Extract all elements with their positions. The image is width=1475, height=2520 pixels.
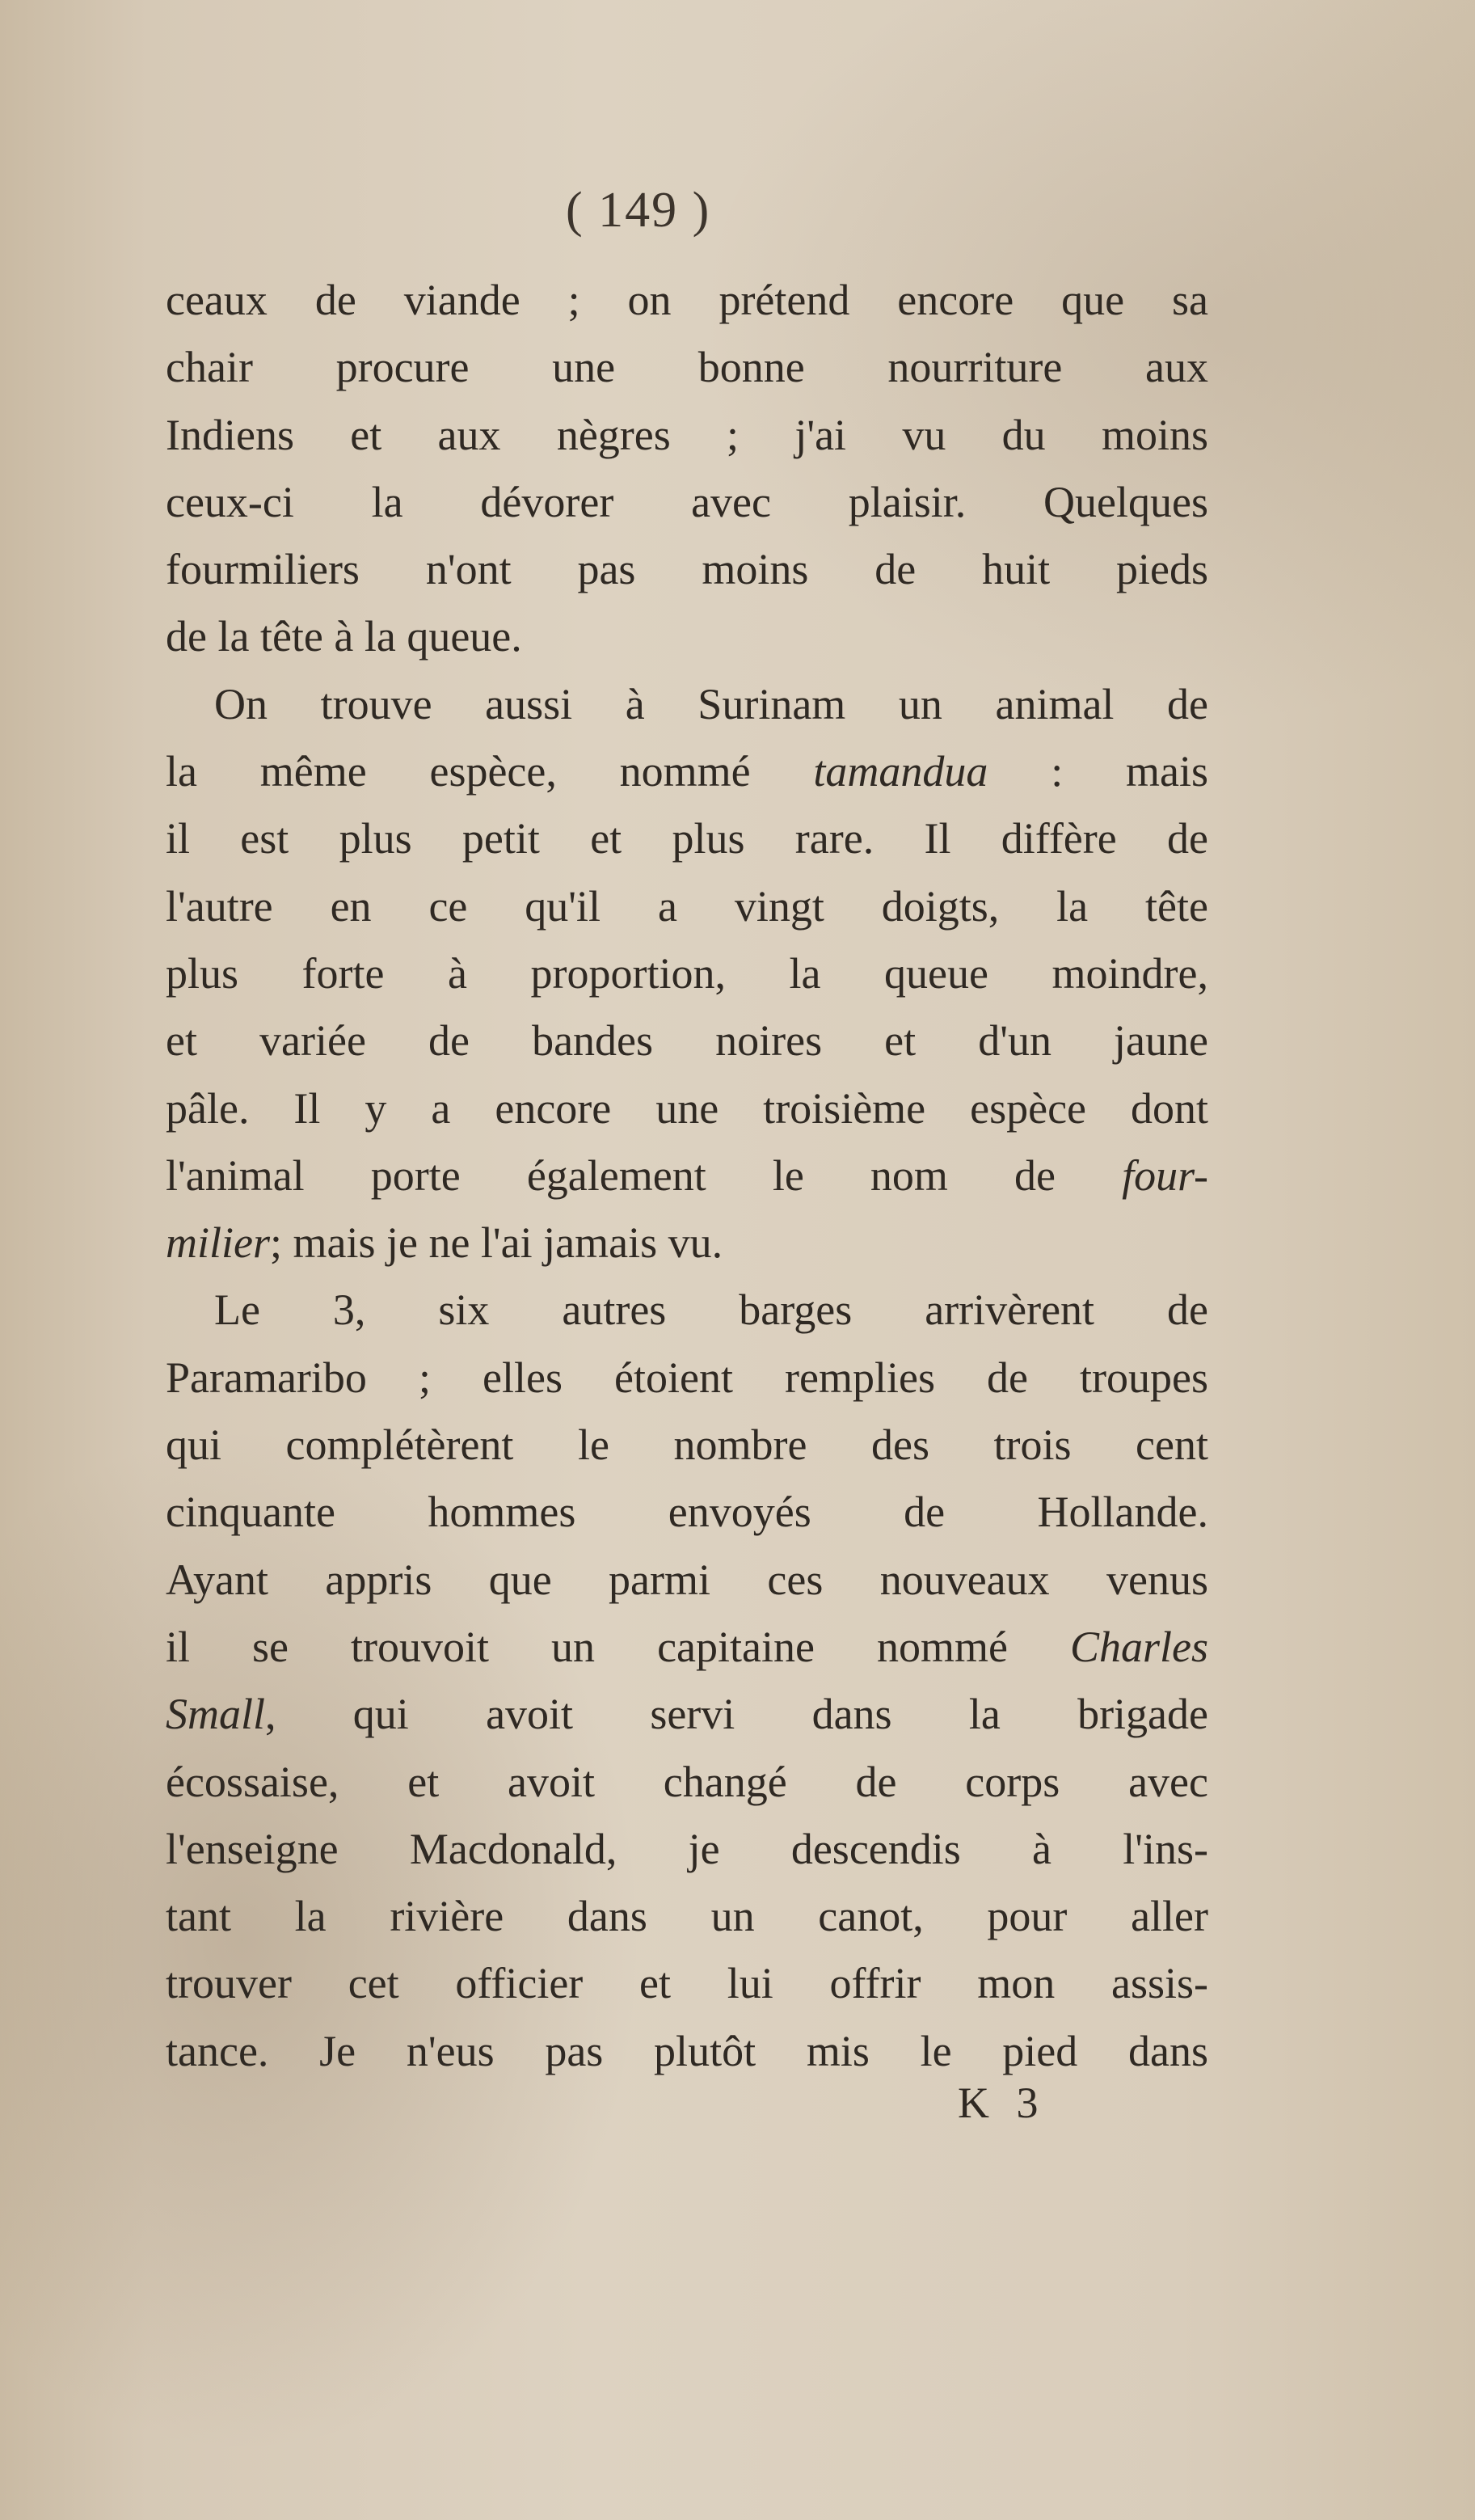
text-line bbox=[166, 1277, 1208, 1344]
text-line bbox=[166, 940, 1208, 1007]
italic-term: milier bbox=[166, 1218, 270, 1268]
italic-term: Charles bbox=[1069, 1622, 1208, 1671]
text-line bbox=[166, 1816, 1208, 1883]
text-line bbox=[166, 1749, 1208, 1816]
page-number: ( 149 ) bbox=[566, 183, 711, 238]
text-line bbox=[166, 469, 1208, 536]
line-text: On trouve aussi à Surinam un animal de bbox=[214, 679, 1208, 728]
line-text: plus forte à proportion, la queue moindre, bbox=[166, 948, 1208, 998]
line-text: ceaux de viande ; on prétend encore que sa bbox=[166, 276, 1208, 324]
line-text: : mais bbox=[988, 747, 1208, 796]
line-text: écossaise, et avoit changé de corps avec bbox=[166, 1757, 1208, 1806]
text-line bbox=[166, 671, 1208, 738]
line-text: fourmiliers n'ont pas moins de huit pieds bbox=[166, 545, 1208, 594]
text-line bbox=[166, 536, 1208, 603]
italic-term: tamandua bbox=[813, 747, 988, 796]
text-line bbox=[166, 1344, 1208, 1412]
line-text: de la tête à la queue. bbox=[166, 612, 522, 661]
line-text: trouver cet officier et lui offrir mon assis- bbox=[166, 1959, 1208, 2008]
text-line bbox=[166, 1075, 1208, 1142]
line-text: Ayant appris que parmi ces nouveaux venus bbox=[166, 1555, 1208, 1604]
text-line bbox=[166, 1950, 1208, 2017]
line-text: pâle. Il y a encore une troisième espèce dont bbox=[166, 1083, 1208, 1133]
line-text: la même espèce, nommé bbox=[166, 747, 814, 796]
line-text: l'enseigne Macdonald, je descendis à l'ins- bbox=[166, 1824, 1208, 1873]
text-line bbox=[166, 1614, 1208, 1681]
text-line bbox=[166, 1681, 1208, 1748]
text-line bbox=[166, 1883, 1208, 1950]
line-text: il est plus petit et plus rare. Il diffère de bbox=[166, 814, 1208, 863]
text-line bbox=[166, 805, 1208, 872]
line-text: Paramaribo ; elles étoient remplies de troupes bbox=[166, 1353, 1208, 1402]
text-line bbox=[166, 1007, 1208, 1074]
line-text: tance. Je n'eus pas plutôt mis le pied dans bbox=[166, 2026, 1208, 2075]
text-line bbox=[166, 603, 1208, 670]
line-text: tant la rivière dans un canot, pour aller bbox=[166, 1892, 1208, 1941]
text-line bbox=[166, 1479, 1208, 1546]
text-line bbox=[166, 873, 1208, 940]
italic-term: Small bbox=[166, 1690, 266, 1739]
line-text: et variée de bandes noires et d'un jaune bbox=[166, 1016, 1208, 1066]
text-line bbox=[166, 1209, 1208, 1277]
text-line bbox=[166, 1412, 1208, 1479]
line-text: ; mais je ne l'ai jamais vu. bbox=[270, 1218, 723, 1268]
line-text: ceux-ci la dévorer avec plaisir. Quelques bbox=[166, 477, 1208, 526]
line-text: il se trouvoit un capitaine nommé bbox=[166, 1622, 1070, 1671]
body-text bbox=[166, 267, 1208, 2085]
text-line bbox=[166, 1142, 1208, 1209]
text-line bbox=[166, 402, 1208, 469]
text-line bbox=[166, 2018, 1208, 2085]
text-line bbox=[166, 267, 1208, 334]
signature-mark: K 3 bbox=[958, 2079, 1047, 2127]
text-line bbox=[166, 334, 1208, 401]
line-text: l'animal porte également le nom de bbox=[166, 1150, 1123, 1200]
line-text: Le 3, six autres barges arrivèrent de bbox=[214, 1285, 1208, 1335]
text-line bbox=[166, 1547, 1208, 1614]
line-text: chair procure une bonne nourriture aux bbox=[166, 343, 1208, 392]
italic-term: four- bbox=[1122, 1150, 1208, 1200]
line-text: Indiens et aux nègres ; j'ai vu du moins bbox=[166, 410, 1208, 459]
line-text: qui complétèrent le nombre des trois cent bbox=[166, 1420, 1208, 1470]
line-text: cinquante hommes envoyés de Hollande. bbox=[166, 1488, 1208, 1537]
line-text: l'autre en ce qu'il a vingt doigts, la tête bbox=[166, 881, 1208, 931]
text-line bbox=[166, 738, 1208, 805]
line-text: , qui avoit servi dans la brigade bbox=[265, 1690, 1208, 1739]
